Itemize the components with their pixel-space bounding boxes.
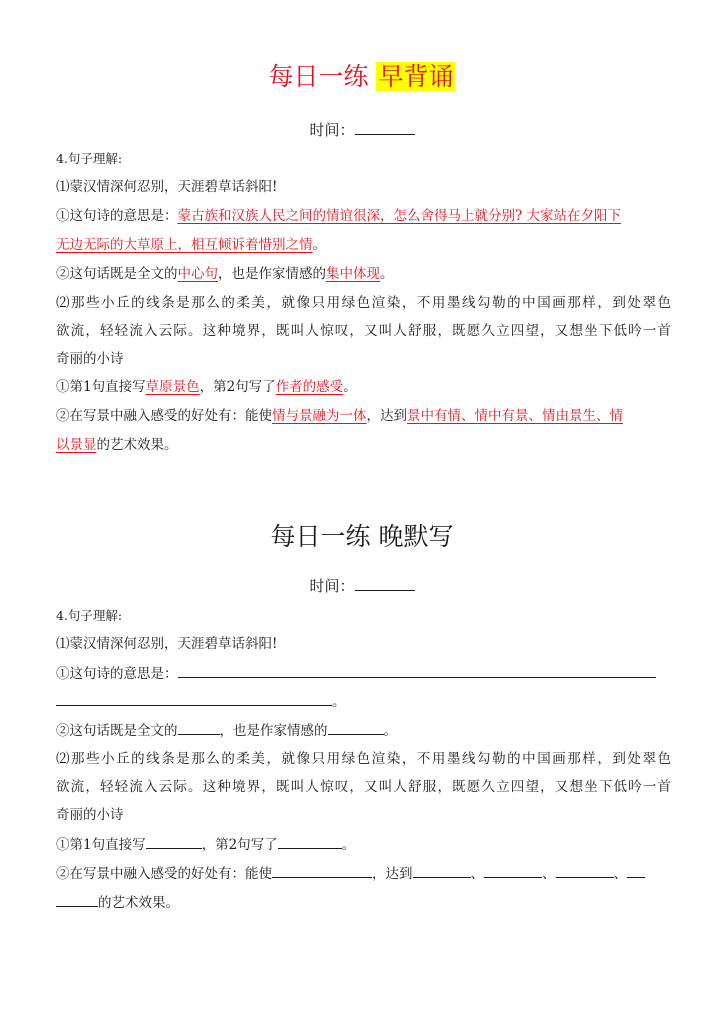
q1a-blank-2[interactable] — [56, 690, 332, 706]
q2b-sep1: 、 — [461, 408, 475, 424]
q2b-answer2: 景中有情 — [407, 408, 461, 424]
q2b-blank-5b[interactable] — [56, 891, 98, 907]
q1b-line-2 — [56, 719, 671, 742]
q2b-blank-3[interactable] — [484, 862, 542, 878]
q2a-prefix: ①第1句直接写 — [56, 379, 146, 395]
q2b-end: 的艺术效果。 — [96, 437, 178, 453]
q2b-line1 — [56, 405, 671, 427]
q2b-answer5a: 情 — [609, 408, 623, 424]
morning-title — [0, 60, 724, 94]
q2-line3: 奇丽的小诗 — [56, 351, 124, 367]
q2a-mid: ，第2句写了 — [199, 379, 276, 395]
q2b-blank-4[interactable] — [556, 862, 614, 878]
q2a-answer1: 草原景色 — [145, 379, 200, 395]
time-label-2: 时间： — [309, 577, 355, 595]
q2a-end: 。 — [343, 379, 357, 395]
q1b-end: 。 — [380, 266, 394, 282]
q2b-prefix-2: ②在写景中融入感受的好处有：能使 — [56, 866, 272, 882]
q1b-prefix-2: ②这句话既是全文的 — [56, 723, 178, 739]
q2a-answer2: 作者的感受 — [275, 379, 344, 395]
q2b-end-2: 的艺术效果。 — [98, 895, 179, 911]
q1-sentence-2: ⑴蒙汉情深何忍别，天涯碧草话斜阳! — [56, 636, 278, 652]
q2a-blank-2[interactable] — [278, 833, 342, 849]
q1b-answer2: 集中体现 — [326, 266, 380, 282]
q2b-line2 — [56, 434, 671, 456]
q2a-end-2: 。 — [341, 837, 356, 853]
q2a-blank-1[interactable] — [146, 833, 202, 849]
q2b-line1-2 — [56, 862, 671, 885]
q1a-answer-line2: 无边无际的大草原上，相互倾诉着惜别之情 — [56, 237, 313, 253]
q2-line1-2: ⑵那些小丘的线条是那么的柔美，就像只用绿色渲染，不用墨线勾勒的中国画那样，到处翠色 — [56, 751, 671, 767]
q1b-answer1: 中心句 — [177, 266, 218, 282]
q2b-sep3: 、 — [596, 408, 610, 424]
q1a-end: 。 — [312, 237, 326, 253]
time-blank — [355, 118, 415, 135]
q1a-line1-2 — [56, 662, 671, 685]
q1b-mid-2: ，也是作家情感的 — [219, 723, 328, 739]
q2b-prefix: ②在写景中融入感受的好处有：能使 — [56, 408, 272, 424]
q2a-line-2 — [56, 833, 671, 856]
time-label: 时间： — [309, 121, 355, 139]
q2b-sep3-2: 、 — [613, 866, 627, 882]
q1a-end-2: 。 — [332, 694, 346, 710]
q2b-line2-2 — [56, 891, 671, 914]
q2b-blank-5a[interactable] — [627, 862, 645, 878]
q1b-blank-1[interactable] — [178, 719, 220, 735]
q1-sentence: ⑴蒙汉情深何忍别，天涯碧草话斜阳! — [56, 179, 278, 195]
q1a-prefix: ①这句诗的意思是： — [56, 208, 178, 224]
q2a-mid-2: ，第2句写了 — [201, 837, 278, 853]
q1b-mid: ，也是作家情感的 — [218, 266, 326, 282]
title-plain: 每日一练 — [268, 62, 369, 91]
q2-line2: 欲流，轻轻流入云际。这种境界，既叫人惊叹，又叫人舒服，既愿久立四望，又想坐下低吟一首 — [56, 323, 671, 339]
q1b-line — [56, 263, 671, 285]
q2b-answer4: 情由景生 — [542, 408, 596, 424]
q2b-blank-2[interactable] — [413, 862, 471, 878]
section-heading: 4.句子理解: — [56, 151, 123, 166]
q2-line2-2: 欲流，轻轻流入云际。这种境界，既叫人惊叹，又叫人舒服，既愿久立四望，又想坐下低吟一首 — [56, 779, 671, 795]
q1a-prefix-2: ①这句诗的意思是： — [56, 666, 178, 682]
q1b-end-2: 。 — [383, 723, 397, 739]
q1b-blank-2[interactable] — [328, 719, 384, 735]
q1a-blank-1[interactable] — [178, 662, 656, 678]
q1b-prefix: ②这句话既是全文的 — [56, 266, 178, 282]
q2b-blank-1[interactable] — [272, 862, 372, 878]
q2-line3-2: 奇丽的小诗 — [56, 807, 124, 823]
q2a-line — [56, 376, 671, 398]
q2b-sep1-2: 、 — [470, 866, 484, 882]
q2b-mid-2: ，达到 — [372, 866, 413, 882]
q2b-mid: ，达到 — [366, 408, 407, 424]
q1a-line1 — [56, 205, 671, 227]
evening-title: 每日一练 晚默写 — [270, 522, 454, 551]
time-row — [0, 118, 724, 141]
q1a-answer-line1: 蒙古族和汉族人民之间的情谊很深，怎么舍得马上就分别? 大家站在夕阳下 — [177, 208, 622, 224]
q2b-sep2: 、 — [528, 408, 542, 424]
section-heading-2: 4.句子理解: — [56, 608, 123, 623]
q2b-answer5b: 以景显 — [56, 437, 97, 453]
q1a-line2 — [56, 234, 671, 256]
q2b-answer1: 情与景融为一体 — [272, 408, 367, 424]
title-highlight: 早背诵 — [378, 62, 454, 91]
time-blank-2 — [355, 574, 415, 591]
time-row-2 — [0, 574, 724, 597]
q2a-prefix-2: ①第1句直接写 — [56, 837, 146, 853]
q2-line1: ⑵那些小丘的线条是那么的柔美，就像只用绿色渲染，不用墨线勾勒的中国画那样，到处翠色 — [56, 295, 671, 311]
q1a-line2-2 — [56, 690, 671, 713]
q2b-sep2-2: 、 — [542, 866, 556, 882]
q2b-answer3: 情中有景 — [474, 408, 529, 424]
